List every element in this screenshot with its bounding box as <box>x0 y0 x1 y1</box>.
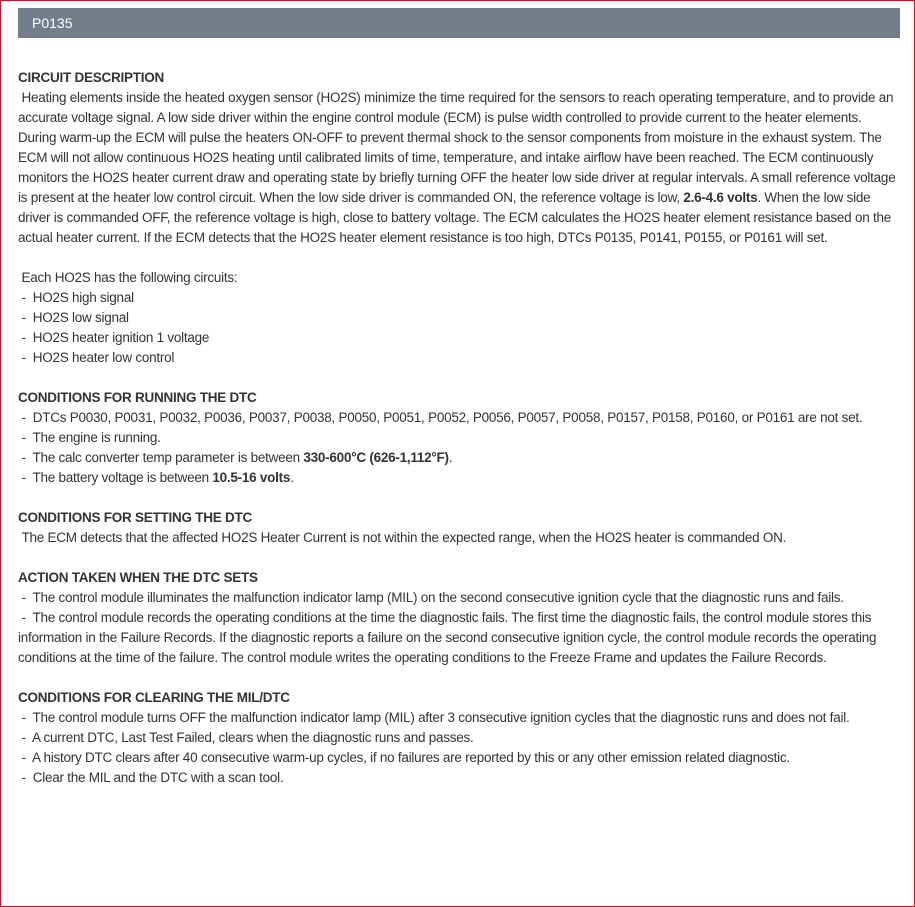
section <box>18 568 902 668</box>
section <box>18 508 902 548</box>
bold-value: 10.5-16 volts <box>212 470 291 485</box>
dtc-title: P0135 <box>32 15 73 31</box>
list-item <box>18 308 902 328</box>
section-heading: CONDITIONS FOR CLEARING THE MIL/DTC <box>18 690 290 705</box>
list-item <box>18 328 902 348</box>
text-segment: - A history DTC clears after 40 consecutive warm-up cycles, if no failures are reported by this or any other emission related diagnostic. <box>18 750 790 765</box>
section <box>18 388 902 488</box>
text-segment: - A current DTC, Last Test Failed, clears when the diagnostic runs and passes. <box>18 730 474 745</box>
section <box>18 68 902 248</box>
list-item <box>18 408 902 428</box>
text-segment: Heating elements inside the heated oxygen sensor (HO2S) minimize the time required for the sensors to reach operating temperature, and to provide an accurate voltage signal. A low side driver within the engine control module (ECM) is pulse width controlled to provide current to the heater elements. During warm-up the ECM will pulse the heaters ON-OFF to prevent thermal shock to the sensor components from moisture in the exhaust system. The ECM will not allow continuous HO2S heating until calibrated limits of time, temperature, and intake airflow have been reached. The ECM continuously monitors the HO2S heater current draw and operating state by briefly turning OFF the heater low side driver at regular intervals. A small reference voltage is present at the heater low control circuit. When the low side driver is commanded ON, the reference voltage is low, <box>18 90 899 205</box>
dtc-content <box>18 68 902 808</box>
list-item <box>18 428 902 448</box>
text-segment: - Clear the MIL and the DTC with a scan tool. <box>18 770 284 785</box>
paragraph <box>18 528 902 548</box>
text-segment: The ECM detects that the affected HO2S Heater Current is not within the expected range, when the HO2S heater is commanded ON. <box>18 530 787 545</box>
text-segment: Each HO2S has the following circuits: <box>18 270 238 285</box>
list-item <box>18 288 902 308</box>
text-segment: - The engine is running. <box>18 430 161 445</box>
section-heading: CONDITIONS FOR SETTING THE DTC <box>18 510 252 525</box>
section-heading: ACTION TAKEN WHEN THE DTC SETS <box>18 570 258 585</box>
text-segment: - The control module illuminates the malfunction indicator lamp (MIL) on the second consecutive ignition cycle that the diagnostic runs and fails. <box>18 590 844 605</box>
paragraph <box>18 88 902 248</box>
text-segment: . <box>448 450 453 465</box>
section <box>18 268 902 368</box>
list-item <box>18 728 902 748</box>
list-item <box>18 348 902 368</box>
text-segment: . <box>290 470 294 485</box>
text-segment: - The battery voltage is between <box>18 470 213 485</box>
text-segment: - The calc converter temp parameter is between <box>18 450 304 465</box>
list-item <box>18 768 902 788</box>
paragraph <box>18 268 902 288</box>
section <box>18 688 902 788</box>
list-item <box>18 468 902 488</box>
bold-value: 2.6-4.6 volts <box>683 190 758 205</box>
text-segment: - DTCs P0030, P0031, P0032, P0036, P0037, P0038, P0050, P0051, P0052, P0056, P0057, P0058, P0157, P0158, P0160, or P0161 are not set. <box>18 410 863 425</box>
section-heading: CIRCUIT DESCRIPTION <box>18 70 165 85</box>
text-segment: - HO2S low signal <box>18 310 129 325</box>
text-segment: - HO2S high signal <box>18 290 134 305</box>
list-item <box>18 608 902 668</box>
text-segment: - HO2S heater ignition 1 voltage <box>18 330 210 345</box>
text-segment: - The control module turns OFF the malfunction indicator lamp (MIL) after 3 consecutive ignition cycles that the diagnostic runs and does not fail. <box>18 710 850 725</box>
list-item <box>18 748 902 768</box>
text-segment: . When the low side driver is commanded OFF, the reference voltage is high, close to battery voltage. The ECM calculates the HO2S heater element resistance based on the actual heater current. If the ECM detects that the HO2S heater element resistance is too high, DTCs P0135, P0141, P0155, or P0161 will set. <box>18 190 895 245</box>
list-item <box>18 708 902 728</box>
section-heading: CONDITIONS FOR RUNNING THE DTC <box>18 390 257 405</box>
list-item <box>18 588 902 608</box>
text-segment: - The control module records the operating conditions at the time the diagnostic fails. The first time the diagnostic fails, the control module stores this information in the Failure Records. If the diagnostic reports a failure on the second consecutive ignition cycle, the control module records the operating conditions at the time of the failure. The control module writes the operating conditions to the Freeze Frame and updates the Failure Records. <box>18 610 880 665</box>
dtc-header-bar <box>18 8 900 38</box>
text-segment: - HO2S heater low control <box>18 350 175 365</box>
bold-value: 330-600°C (626-1,112°F) <box>303 450 449 465</box>
list-item <box>18 448 902 468</box>
